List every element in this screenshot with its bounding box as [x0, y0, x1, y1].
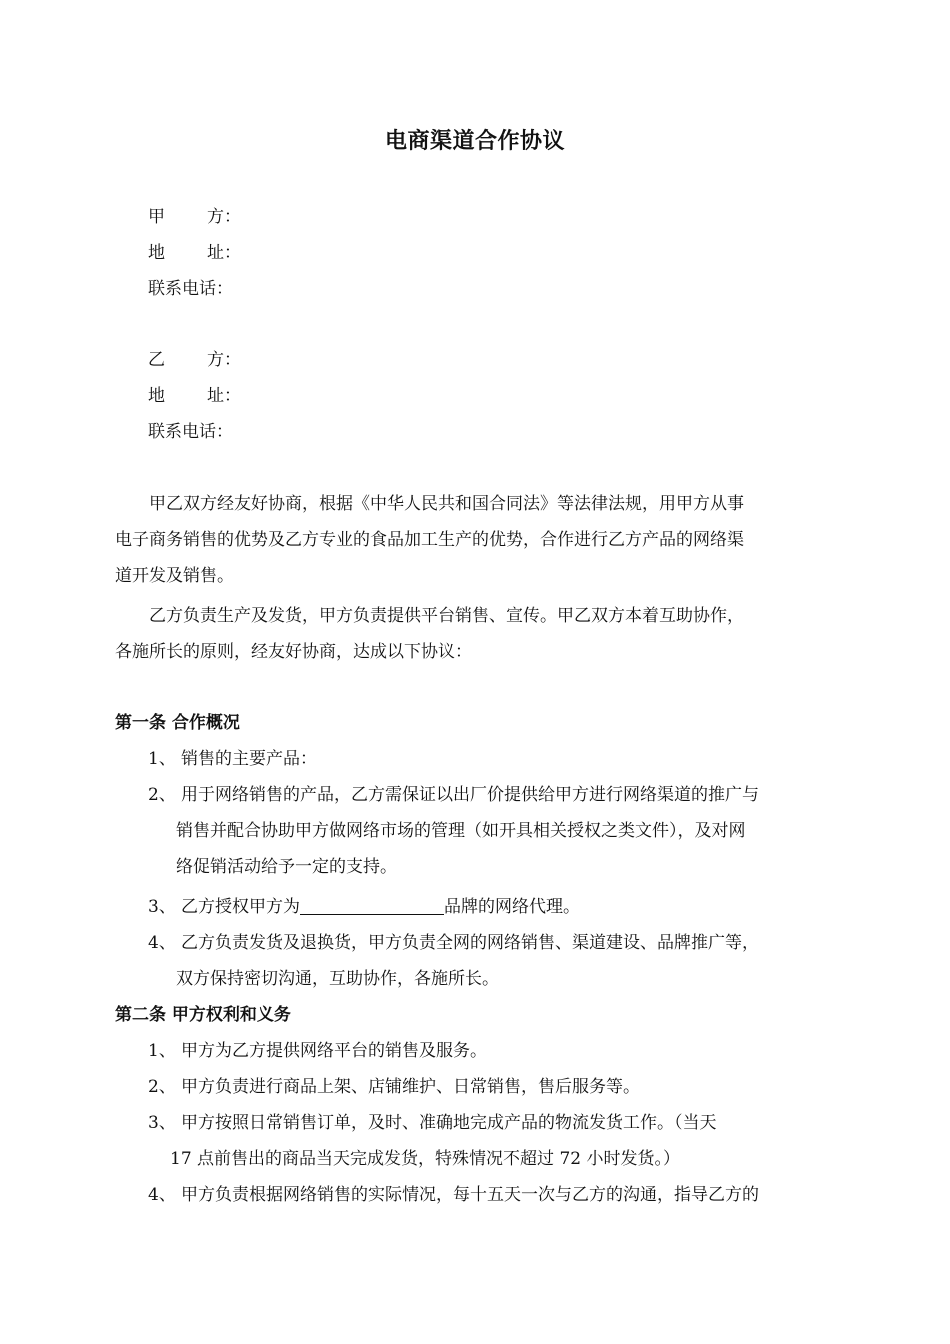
intro-p1-line: 电子商务销售的优势及乙方专业的食品加工生产的优势，合作进行乙方产品的网络渠	[115, 530, 744, 550]
brand-blank-line	[300, 896, 444, 915]
article-1-item-1	[148, 741, 838, 777]
article-2-heading: 第二条 甲方权利和义务	[115, 1005, 291, 1025]
item-number: 2、	[148, 1077, 176, 1097]
item-text: 17 点前售出的商品当天完成发货，特殊情况不超过 72 小时发货。）	[170, 1149, 680, 1169]
article-2-item-2	[148, 1069, 838, 1105]
item-text: 甲方按照日常销售订单，及时、准确地完成产品的物流发货工作。（当天	[181, 1113, 717, 1133]
item-text: 甲方为乙方提供网络平台的销售及服务。	[181, 1041, 487, 1061]
item-text: 甲方负责进行商品上架、店铺维护、日常销售，售后服务等。	[181, 1077, 640, 1097]
intro-paragraph-1	[115, 486, 835, 594]
item-text: 用于网络销售的产品，乙方需保证以出厂价提供给甲方进行网络渠道的推广与	[181, 785, 759, 805]
item-text: 络促销活动给予一定的支持。	[176, 857, 397, 877]
item-text: 品牌的网络代理。	[444, 897, 580, 917]
item-number: 3、	[148, 897, 176, 917]
party-a-address-label-1: 地	[148, 243, 165, 263]
intro-p1-line: 甲乙双方经友好协商，根据《中华人民共和国合同法》等法律法规，用甲方从事	[115, 494, 744, 514]
party-b-phone-row: 联系电话：	[148, 422, 233, 442]
item-text: 双方保持密切沟通，互助协作，各施所长。	[176, 969, 499, 989]
article-2-item-4	[148, 1177, 838, 1213]
intro-p2-line: 各施所长的原则，经友好协商，达成以下协议：	[115, 642, 472, 662]
party-b-block	[148, 342, 241, 450]
item-number: 1、	[148, 1041, 176, 1061]
party-a-phone-row: 联系电话：	[148, 279, 233, 299]
item-text: 销售并配合协助甲方做网络市场的管理（如开具相关授权之类文件），及对网	[176, 821, 746, 841]
article-2-item-1	[148, 1033, 838, 1069]
intro-p2-line: 乙方负责生产及发货，甲方负责提供平台销售、宣传。甲乙双方本着互助协作，	[115, 606, 744, 626]
party-b-name-label-1: 乙	[148, 350, 165, 370]
party-b-name-label-2: 方：	[207, 350, 241, 370]
item-text: 销售的主要产品：	[181, 749, 317, 769]
item-number: 2、	[148, 785, 176, 805]
party-a-block	[148, 199, 241, 307]
party-b-name-row	[148, 342, 241, 378]
party-a-address-row	[148, 235, 241, 271]
party-a-address-label-2: 址：	[207, 243, 241, 263]
party-a-name-row	[148, 199, 241, 235]
item-text: 乙方授权甲方为	[181, 897, 300, 917]
party-a-name-label-2: 方：	[207, 207, 241, 227]
item-number: 4、	[148, 933, 176, 953]
item-text: 乙方负责发货及退换货，甲方负责全网的网络销售、渠道建设、品牌推广等，	[181, 933, 759, 953]
article-1-item-3	[148, 889, 838, 925]
item-text: 甲方负责根据网络销售的实际情况，每十五天一次与乙方的沟通，指导乙方的	[181, 1185, 759, 1205]
intro-paragraph-2	[115, 598, 835, 670]
party-b-address-row	[148, 378, 241, 414]
intro-p1-line: 道开发及销售。	[115, 566, 234, 586]
party-a-name-label-1: 甲	[148, 207, 165, 227]
article-1-item-4	[148, 925, 838, 997]
party-b-address-label-1: 地	[148, 386, 165, 406]
article-1-item-2	[148, 777, 838, 885]
article-1-heading: 第一条 合作概况	[115, 713, 240, 733]
party-b-address-label-2: 址：	[207, 386, 241, 406]
item-number: 4、	[148, 1185, 176, 1205]
article-2-item-3	[148, 1105, 838, 1177]
document-title: 电商渠道合作协议	[384, 129, 565, 154]
item-number: 1、	[148, 749, 176, 769]
item-number: 3、	[148, 1113, 176, 1133]
